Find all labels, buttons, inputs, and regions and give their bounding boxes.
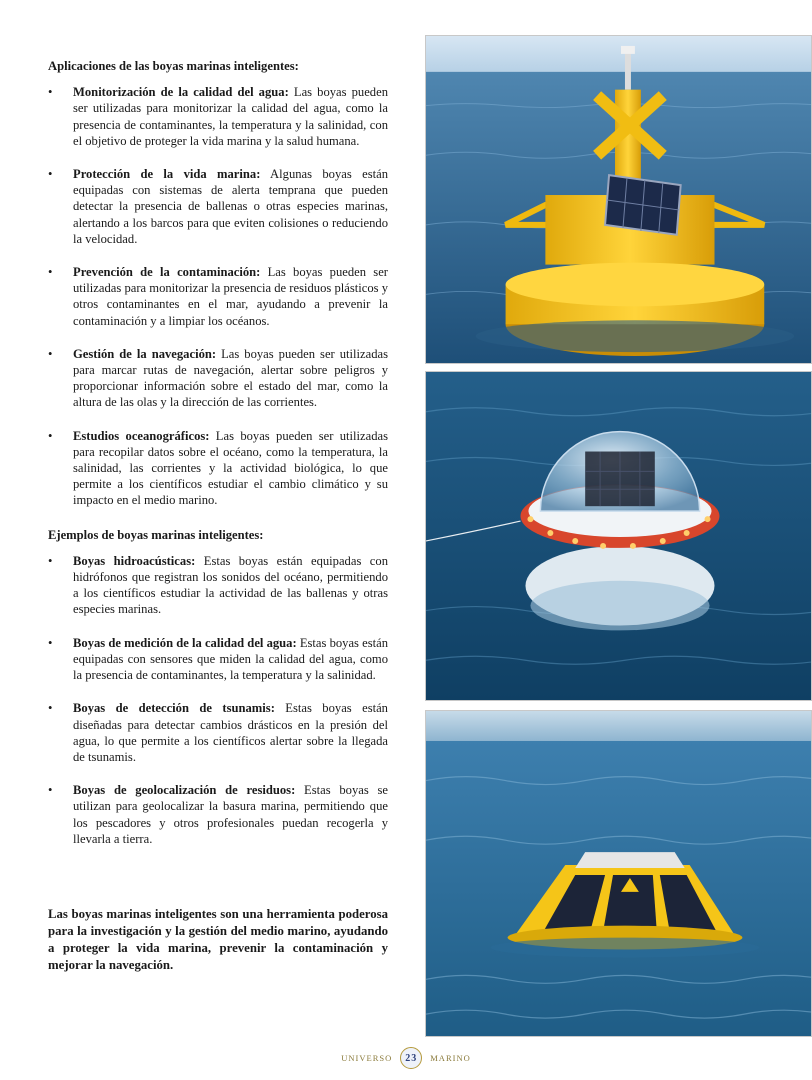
section-heading-examples: Ejemplos de boyas marinas inteligentes: — [48, 527, 264, 542]
section-heading-applications: Aplicaciones de las boyas marinas inteligentes: — [48, 59, 299, 73]
list-item — [48, 346, 388, 411]
text-column — [48, 58, 388, 865]
list-item — [48, 84, 388, 149]
item-text: Las boyas pueden ser utilizadas para marcar rutas de navegación, alertar sobre peligros y proporcionar información sobre el estado del mar, como la altura de las olas y la dirección de las corrientes. — [73, 346, 389, 410]
item-text: Las boyas pueden ser utilizadas para recopilar datos sobre el océano, como la temperatura, la salinidad, las corrientes y la actividad biológica, lo que permite a los científicos estudiar el cambio climático y su impacto en el medio marino. — [73, 428, 388, 508]
item-term: Gestión de la navegación: — [73, 346, 217, 361]
item-text: Estas boyas están diseñadas para detectar cambios drásticos en la presión del agua, lo que permite a los científicos alertar sobre la llegada de tsunamis. — [73, 701, 388, 764]
page-number-badge — [400, 1047, 422, 1069]
photo-dome-buoy — [425, 371, 812, 701]
item-term: Prevención de la contaminación: — [73, 265, 261, 280]
list-item — [48, 635, 388, 684]
item-text: Las boyas pueden ser utilizadas para monitorizar la calidad del agua, como la presencia de contaminantes, la temperatura y la salinidad, con el objetivo de proteger la vida marina y la salud humana. — [73, 85, 388, 148]
item-text: Algunas boyas están equipadas con sistemas de alerta temprana que pueden detectar la presencia de ballenas o otras especies marinas, alertando a los barcos para que eviten colisiones o reduciendo la velocidad. — [73, 167, 388, 246]
list-item — [48, 428, 388, 509]
list-item — [48, 166, 388, 247]
list-item — [48, 553, 388, 618]
list-item — [48, 264, 388, 329]
item-term: Estudios oceanográficos: — [73, 428, 210, 443]
item-term: Boyas de medición de la calidad del agua: — [73, 635, 297, 650]
list-item — [48, 700, 388, 765]
photo-yellow-buoy — [425, 35, 812, 364]
item-text: Estas boyas se utilizan para geolocalizar la basura marina, permitiendo que los pescadores y otros profesionales puedan recogerla y llevarla a tierra. — [73, 783, 388, 846]
page-number: 23 — [405, 1052, 418, 1064]
footer-brand-right: MARINO — [430, 1053, 471, 1063]
examples-list — [48, 553, 388, 847]
item-term: Protección de la vida marina: — [73, 167, 261, 182]
item-term: Boyas de detección de tsunamis: — [73, 701, 275, 716]
photo-pyramid-buoy — [425, 710, 812, 1037]
list-item — [48, 782, 388, 847]
item-term: Boyas de geolocalización de residuos: — [73, 783, 296, 798]
item-term: Monitorización de la calidad del agua: — [73, 85, 289, 100]
item-text: Estas boyas están equipadas con hidrófonos que registran los sonidos del océano, permitiendo a los científicos estudiar la actividad de las ballenas y otras especies marinas. — [73, 553, 388, 617]
footer-brand-left: UNIVERSO — [341, 1053, 393, 1063]
conclusion-paragraph: Las boyas marinas inteligentes son una herramienta poderosa para la investigación y la gestión del medio marino, ayudando a proteger la vida marina, prevenir la contaminación y mejorar la navegación. — [48, 906, 388, 972]
applications-list — [48, 84, 388, 508]
item-text: Las boyas pueden ser utilizadas para monitorizar la presencia de residuos plásticos y otros contaminantes en el mar, ayudando a prevenir la contaminación y a limpiar los océanos. — [73, 265, 388, 328]
item-term: Boyas hidroacústicas: — [73, 553, 196, 568]
item-text: Estas boyas están equipadas con sensores que miden la calidad del agua, como la presencia de contaminantes, la temperatura y la salinidad. — [73, 635, 388, 683]
page-footer — [0, 1046, 812, 1070]
